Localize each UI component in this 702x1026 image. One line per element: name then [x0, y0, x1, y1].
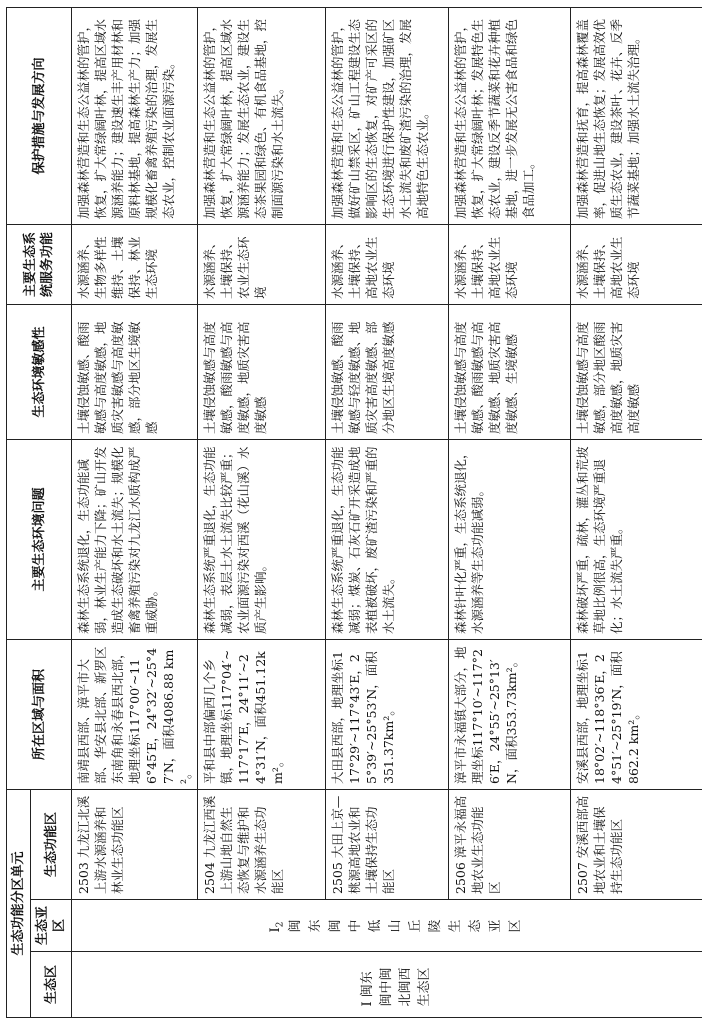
problems-2503: 森林生态系统退化，生态功能减弱，林业生产能力下降；矿山开发造成生态破坏和水土流失；规模化畜禽养殖污染对九龙江水质构成严重威胁。 — [72, 439, 198, 639]
problems-2507: 森林破坏严重，疏林，灌丛和荒坡草地比例很高，生态环境严重退化；水土流失严重。 — [571, 439, 702, 639]
sensitivity-2503: 土壤侵蚀敏感、酸雨敏感与高度敏感，地质灾害敏感与高度敏感，部分地区生境敏感 — [72, 304, 198, 439]
header-region: 生态区 — [31, 952, 72, 1018]
services-2504: 水源涵养、土壤保持、农业生态环境 — [198, 224, 326, 304]
zone-2504: 2504 九龙江西溪上游山地自然生态恢复与维护和水源涵养生态功能区 — [198, 789, 326, 899]
location-2506: 漳平市永福镇大部分，地理坐标117°10′~117°26′E，24°55′~25°13′N，面积353.73km²。 — [449, 639, 571, 789]
sensitivity-2505: 土壤侵蚀敏感、酸雨敏感与轻度敏感、地质灾害高度敏感、部分地区生境高度敏感 — [326, 304, 449, 439]
problems-2506: 森林针叶化严重，生态系统退化，水源涵养等生态功能减弱。 — [449, 439, 571, 639]
header-unit: 生态功能分区单元 — [7, 789, 31, 1017]
problems-2504: 森林生态系统严重退化，生态功能减弱，表层土水土流失比较严重；农业面源污染对西溪（花山溪）水质产生影响。 — [198, 439, 326, 639]
sensitivity-2504: 土壤侵蚀敏感与高度敏感，酸雨敏感与高度敏感，地质灾害高度敏感 — [198, 304, 326, 439]
location-2504: 平和县中部偏西几个乡镇，地理坐标117°04′~117°17′E，24°11′~24°31′N，面积451.12km²。 — [198, 639, 326, 789]
measures-2507: 加强森林营造和抚育，提高森林覆盖率，促进山地生态恢复；发展高效优质生态农业，建设茶叶、花卉、反季节蔬菜基地；加强水土流失治理。 — [571, 7, 702, 224]
region-label — [358, 963, 434, 1007]
location-2507: 安溪县西部，地理坐标118°02′~118°36′E，24°51′~25°19′N，面积862.2 km²。 — [571, 639, 702, 789]
measures-2504: 加强森林营造和生态公益林的管护，恢复，扩大常绿阔叶林，提高区域水源涵养能力；发展生态农业，建设生态茶果园和绿色、有机食品基地，控制面源污染和水土流失。 — [198, 7, 326, 224]
zone-2503: 2503 九龙江北溪上游水源涵养和林业生态功能区 — [72, 789, 198, 899]
measures-2506: 加强森林营造和生态公益林的管护，恢复，扩大常绿阔叶林；发展特色生态农业，建设反季节蔬菜和花卉种植基地，进一步发展无公害食品和绿色食品加工。 — [449, 7, 571, 224]
location-2505: 大田县西部，地理坐标117°29′~117°43′E，25°39′~25°53′N，面积351.37km²。 — [326, 639, 449, 789]
measures-2503: 加强森林营造和生态公益林的管护，恢复，扩大常绿阔叶林，提高区域水源涵养能力；建设速生丰产用材林和原料林基地，提高森林生产力；加强规模化畜禽养殖污染的治理，发展生态农业，控制农业面源污染。 — [72, 7, 198, 224]
subregion-cell — [72, 900, 702, 952]
measures-2505: 加强森林营造和生态公益林的管护，做好矿山禁采区，矿山工程建设生态影响区的生态恢复，对矿产可采区的生态环境进行保护性建设，加强矿区水土流失和废矿渣污染的治理，发展高地特色生态农业。 — [326, 7, 449, 224]
region-name: 闽东闽中闽北闽西生态区 — [360, 967, 432, 1007]
header-subregion: 生态亚区 — [31, 900, 72, 952]
zone-2505: 2505 大田上京—桃源高地农业和土壤保持生态功能区 — [326, 789, 449, 899]
sensitivity-2507: 土壤侵蚀敏感与高度敏感，部分地区酸雨高度敏感，地质灾害高度敏感 — [571, 304, 702, 439]
header-problems: 主要生态环境问题 — [7, 439, 72, 639]
subregion-name: 闽东闽中低山丘陵生态亚区 — [288, 919, 523, 933]
header-sensitivity: 生态环境敏感性 — [7, 304, 72, 439]
region-cell — [72, 952, 702, 1018]
header-services: 主要生态系统服务功能 — [7, 224, 72, 304]
location-2503: 南靖县西部、漳平市大部、华安县北部、新罗区东南角和永春县西北部，地理坐标117°00′~116°45′E，24°32′~25°47′N，面积4086.88 km²。 — [72, 639, 198, 789]
ecological-function-zoning-table — [6, 7, 702, 1018]
services-2507: 水源涵养、土壤保持、高地农业生态环境 — [571, 224, 702, 304]
services-2505: 水源涵养、土壤保持、高地农业生态环境 — [326, 224, 449, 304]
subregion-subscript: 2 — [275, 921, 286, 928]
region-prefix: Ⅰ — [360, 1001, 375, 1007]
header-location: 所在区域与面积 — [7, 639, 72, 789]
zone-2506: 2506 漳平永福高地农业生态功能区 — [449, 789, 571, 899]
subregion-label — [266, 919, 526, 933]
header-measures: 保护措施与发展方向 — [7, 7, 72, 224]
subregion-prefix: Ⅰ — [268, 927, 283, 933]
sensitivity-2506: 土壤侵蚀敏感与高度敏感、酸雨敏感与高度敏感、地质灾害高度敏感、生境敏感 — [449, 304, 571, 439]
problems-2505: 森林生态系统严重退化，生态功能减弱；煤炭、石灰石矿开采造成地表植被破坏，废矿渣污染和严重的水土流失。 — [326, 439, 449, 639]
zone-2507: 2507 安溪西部高地农业和土壤保持生态功能区 — [571, 789, 702, 899]
services-2506: 水源涵养、土壤保持、高地农业生态环境 — [449, 224, 571, 304]
header-functional-zone: 生态功能区 — [31, 789, 72, 899]
services-2503: 水源涵养、生物多样性维持、土壤保持、林业生态环境 — [72, 224, 198, 304]
